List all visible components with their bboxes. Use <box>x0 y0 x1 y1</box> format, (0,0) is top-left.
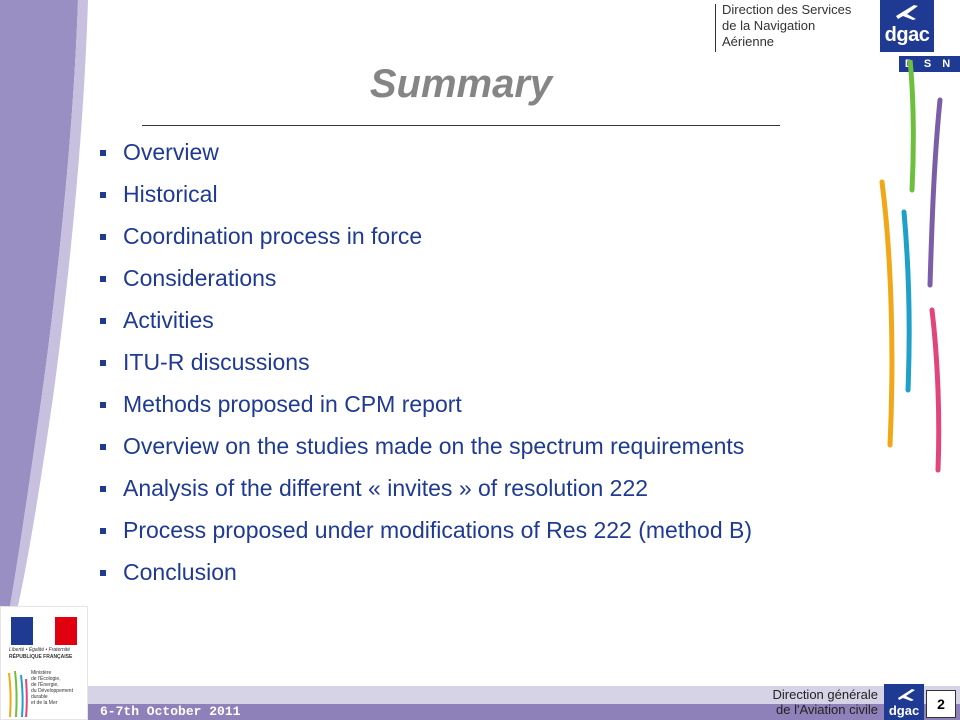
dgac-logo-text: dgac <box>884 24 930 46</box>
list-item-text: Activities <box>123 307 214 333</box>
decorative-ribbons <box>870 60 960 480</box>
ministry-line: de l'Énergie, <box>31 682 59 688</box>
list-item <box>100 344 880 386</box>
list-item <box>100 554 880 596</box>
bullet-square-icon <box>100 402 106 408</box>
plane-icon <box>884 684 924 704</box>
page-number: 2 <box>926 690 956 718</box>
bullet-square-icon <box>100 528 106 534</box>
ministry-line: et de la Mer <box>31 700 58 706</box>
list-item <box>100 428 880 470</box>
list-item-text: Overview on the studies made on the spectrum requirements <box>123 433 745 459</box>
plane-icon <box>894 2 920 22</box>
dsna-label: D S N A <box>899 56 960 72</box>
bullet-square-icon <box>100 192 106 198</box>
list-item <box>100 512 880 554</box>
list-item <box>100 260 880 302</box>
ministry-line: Ministère <box>31 670 52 676</box>
footer-dgac-logo <box>884 684 924 720</box>
ministry-ribbons <box>5 669 29 719</box>
ministry-name <box>31 670 85 706</box>
footer-org-line-2: de l'Aviation civile <box>776 702 878 717</box>
marianne-logo <box>0 606 88 720</box>
ministry-line: du Développement <box>31 688 73 694</box>
list-item-text: Considerations <box>123 265 277 291</box>
summary-list <box>100 134 880 596</box>
slide-title: Summary <box>369 62 553 106</box>
bullet-square-icon <box>100 570 106 576</box>
org-line-1: Direction des Services <box>722 2 852 17</box>
list-item <box>100 386 880 428</box>
footer-org-line-1: Direction générale <box>772 687 878 702</box>
header-divider <box>715 4 716 52</box>
list-item <box>100 470 880 512</box>
bullet-square-icon <box>100 318 106 324</box>
ministry-line: durable <box>31 694 48 700</box>
bullet-square-icon <box>100 234 106 240</box>
list-item-text: Methods proposed in CPM report <box>123 391 462 417</box>
footer-org-name <box>740 687 878 717</box>
bullet-square-icon <box>100 486 106 492</box>
title-underline <box>142 125 780 126</box>
footer-logo-text: dgac <box>888 703 920 718</box>
list-item-text: Conclusion <box>123 559 237 585</box>
list-item-text: Coordination process in force <box>123 223 423 249</box>
bullet-square-icon <box>100 276 106 282</box>
republic-name: RÉPUBLIQUE FRANÇAISE <box>9 654 73 660</box>
republic-motto: Liberté • Égalité • Fraternité <box>9 647 71 653</box>
org-name <box>722 2 882 50</box>
list-item-text: Overview <box>123 139 219 165</box>
ministry-line: de l'Écologie, <box>31 676 61 682</box>
list-item-text: Process proposed under modifications of Res 222 (method B) <box>123 517 752 543</box>
bullet-square-icon <box>100 150 106 156</box>
list-item <box>100 134 880 176</box>
org-line-3: Aérienne <box>722 34 775 49</box>
bullet-square-icon <box>100 444 106 450</box>
dgac-logo <box>880 0 934 52</box>
french-flag <box>11 617 77 645</box>
list-item <box>100 218 880 260</box>
list-item-text: ITU-R discussions <box>123 349 310 375</box>
list-item <box>100 302 880 344</box>
bullet-square-icon <box>100 360 106 366</box>
org-line-2: de la Navigation <box>722 18 816 33</box>
list-item-text: Historical <box>123 181 218 207</box>
footer-date: 6-7th October 2011 <box>100 704 241 719</box>
list-item <box>100 176 880 218</box>
list-item-text: Analysis of the different « invites » of resolution 222 <box>123 475 649 501</box>
